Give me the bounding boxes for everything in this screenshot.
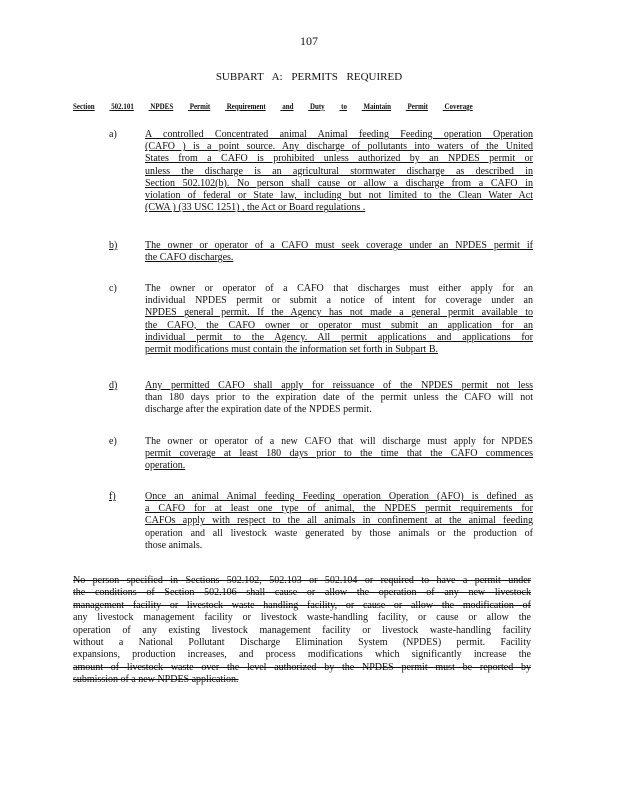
text-line: amount of livestock waste over the level authorized by the NPDES permit must be reported by (73, 661, 531, 673)
text-line: than 180 days prior to the expiration date of the permit unless the CAFO will not (145, 392, 533, 404)
text-line: unless the discharge is an agricultural stormwater discharge as described in (145, 165, 533, 177)
section-heading-word: 502.101 (111, 101, 134, 111)
subsection-label-b: b) (109, 240, 118, 251)
section-heading (73, 101, 488, 111)
text-line: violation of federal or State law, including but not limited to the Clean Water Act (145, 190, 533, 202)
section-heading-word: and (282, 101, 294, 111)
text-line: individual permit to the Agency. All permit applications and applications for (145, 331, 533, 343)
text-line: operation of any existing livestock management facility or livestock waste-handling facility (73, 624, 531, 636)
text-line: the CAFO discharges. (145, 252, 234, 264)
text-line: permit coverage at least 180 days prior to the time that the CAFO commences (145, 448, 533, 460)
text-line: The owner or operator of a new CAFO that will discharge must apply for NPDES (145, 436, 533, 447)
subsection-label-d: d) (109, 380, 118, 391)
text-line: Section 502.102(b). No person shall cause or allow a discharge from a CAFO in (145, 177, 533, 189)
deleted-paragraph (73, 575, 531, 687)
text-line: individual NPDES permit or submit a notice of intent for coverage under an (145, 295, 533, 307)
text-line: NPDES general permit. If the Agency has not made a general permit available to (145, 307, 533, 319)
text-line: The owner or operator of a CAFO that discharges must either apply for an (145, 283, 533, 294)
text-line: management facility or livestock waste handling facility, or cause or allow the modification of (73, 599, 531, 611)
text-line: any livestock management facility or livestock waste-handling facility, or cause or allow the (73, 612, 531, 624)
text-line: submission of a new NPDES application. (73, 674, 239, 686)
text-line: Once an animal Animal feeding Feeding operation Operation (AFO) is defined as (145, 491, 533, 502)
text-line: Any permitted CAFO shall apply for reissuance of the NPDES permit not less (145, 380, 533, 391)
subsection-f-text (145, 491, 533, 552)
text-line: No person specified in Sections 502.102, 502.103 or 502.104 or required to have a permit under (73, 575, 531, 586)
section-heading-word: Permit (407, 101, 429, 111)
text-line: permit modifications must contain the information set forth in Subpart B. (145, 344, 439, 356)
section-heading-word: NPDES (150, 101, 174, 111)
text-line: A controlled Concentrated animal Animal feeding Feeding operation Operation (145, 129, 533, 140)
text-line: operation. (145, 460, 186, 472)
text-line: the conditions of Section 502.106 shall cause or allow the operation of any new livestock (73, 587, 531, 599)
subpart-title: SUBPART A: PERMITS REQUIRED (215, 71, 403, 83)
subsection-label-e: e) (109, 436, 117, 447)
text-line: (CAFO ) is a point source. Any discharge of pollutants into waters of the United (145, 141, 533, 153)
text-line: discharge after the expiration date of the NPDES permit. (145, 404, 372, 416)
section-heading-word: Duty (309, 101, 325, 111)
text-line: The owner or operator of a CAFO must seek coverage under an NPDES permit if (145, 240, 533, 251)
section-heading-word: Permit (189, 101, 211, 111)
page-number: 107 (300, 34, 318, 48)
subsection-label-f: f) (109, 491, 116, 502)
subsection-e-text (145, 436, 533, 473)
section-heading-word: Coverage (444, 101, 473, 111)
text-line: a CAFO for at least one type of animal, the NPDES permit requirements for (145, 503, 533, 515)
text-line: without a National Pollutant Discharge Elimination System (NPDES) permit. Facility (73, 637, 531, 649)
subsection-d-text (145, 380, 533, 417)
section-heading-word: Section (73, 101, 95, 111)
section-heading-word: Maintain (363, 101, 391, 111)
text-line: the CAFO, the CAFO owner or operator must submit an application for an (145, 319, 533, 331)
text-line: States from a CAFO is prohibited unless authorized by an NPDES permit or (145, 153, 533, 165)
subsection-a-text (145, 129, 533, 214)
text-line: expansions, production increases, and process modifications which significantly increase the (73, 649, 531, 661)
text-line: CAFOs apply with respect to the all animals in confinement at the animal feeding (145, 515, 533, 527)
subsection-b-text (145, 240, 533, 264)
subsection-label-c: c) (109, 283, 117, 294)
text-line: operation and all livestock waste generated by those animals or the production of (145, 527, 533, 539)
text-line: (CWA ) (33 USC 1251) , the Act or Board regulations . (145, 202, 366, 214)
subsection-label-a: a) (109, 129, 117, 140)
section-heading-word: Requirement (226, 101, 266, 111)
text-line: those animals. (145, 539, 203, 551)
subsection-c-text (145, 283, 533, 356)
section-heading-word: to (341, 101, 347, 111)
